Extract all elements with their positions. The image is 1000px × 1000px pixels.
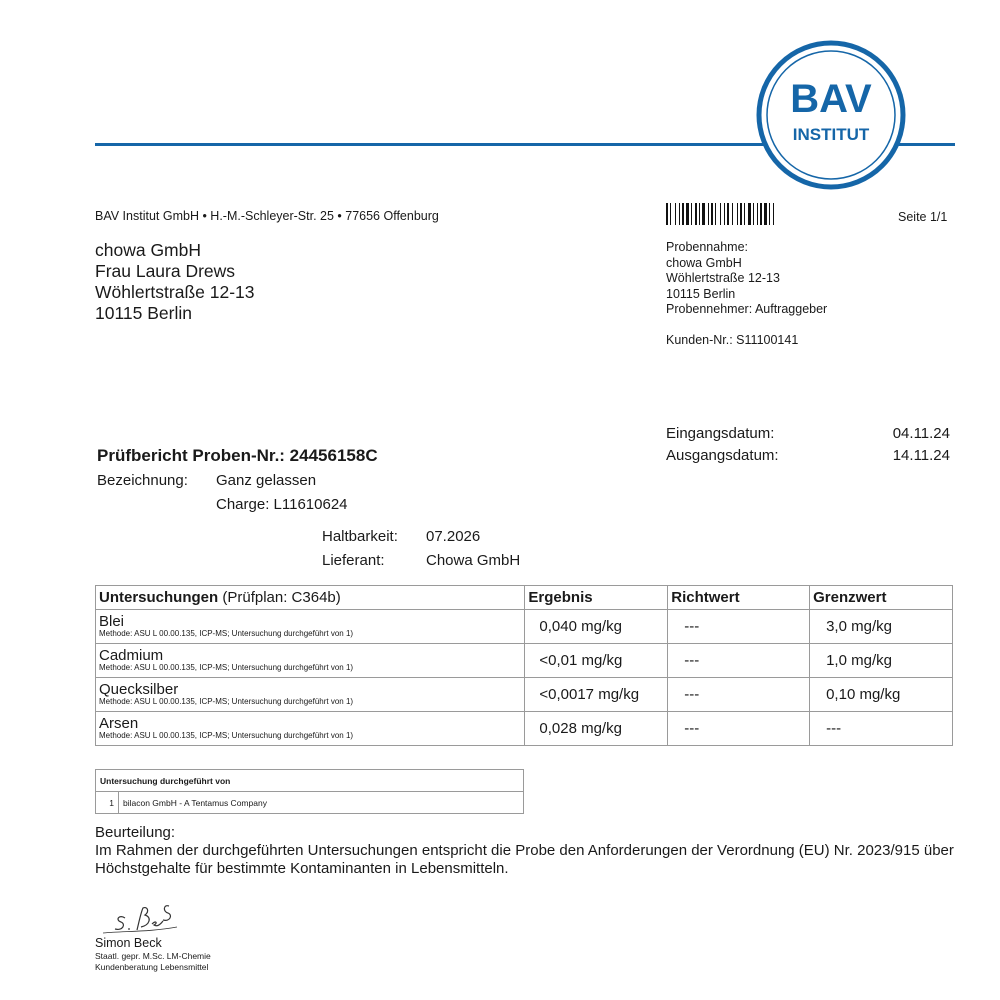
result-cell: 0,028 mg/kg (525, 712, 668, 746)
result-cell: <0,0017 mg/kg (525, 678, 668, 712)
table-row (96, 644, 953, 678)
barcode-bar (675, 203, 676, 225)
barcode-bar (748, 203, 751, 225)
performed-row (96, 792, 524, 814)
barcode-bar (711, 203, 713, 225)
table-row (96, 610, 953, 644)
logo-line2: INSTITUT (792, 125, 870, 144)
assessment-text: Im Rahmen der durchgeführten Untersuchungen entspricht die Probe den Anforderungen der Verordnung (EU) Nr. 2023/915 über Höchstgehalte für bestimmte Kontaminanten in Lebensmitteln. (95, 842, 954, 877)
recipient-address (95, 240, 255, 324)
analyte-cell (96, 678, 525, 712)
limit-value-cell: 1,0 mg/kg (810, 644, 953, 678)
date-labels (666, 423, 779, 466)
sampling-city: 10115 Berlin (666, 286, 736, 301)
recipient-person: Frau Laura Drews (95, 261, 236, 281)
barcode-bar (702, 203, 705, 225)
assessment (95, 824, 955, 878)
barcode-bar (686, 203, 689, 225)
barcode-bar (666, 203, 668, 225)
header-guide-value: Richtwert (668, 586, 810, 610)
analyte-name: Cadmium (99, 647, 164, 664)
customer-number: Kunden-Nr.: S11100141 (666, 333, 799, 347)
guide-value-cell: --- (668, 644, 810, 678)
barcode-bar (737, 203, 738, 225)
analyte-method: Methode: ASU L 00.00.135, ICP-MS; Untersuchung durchgeführt von 1) (99, 663, 354, 672)
output-date-label: Ausgangsdatum: (666, 446, 779, 464)
sender-line: BAV Institut GmbH • H.-M.-Schleyer-Str. 25 • 77656 Offenburg (95, 209, 439, 223)
signature-image (95, 900, 185, 936)
signer-qualification: Staatl. gepr. M.Sc. LM-Chemie (95, 951, 211, 961)
analyte-name: Arsen (99, 715, 139, 732)
barcode-bar (699, 203, 700, 225)
limit-value-cell: 3,0 mg/kg (810, 610, 953, 644)
performed-by-table (95, 769, 524, 814)
barcode-bar (679, 203, 680, 225)
sampling-street: Wöhlertstraße 12-13 (666, 271, 780, 285)
performed-header: Untersuchung durchgeführt von (96, 770, 524, 792)
table-row (96, 678, 953, 712)
assessment-label: Beurteilung: (95, 824, 176, 841)
analyte-method: Methode: ASU L 00.00.135, ICP-MS; Untersuchung durchgeführt von 1) (99, 629, 354, 638)
analyte-cell (96, 644, 525, 678)
analyte-cell (96, 610, 525, 644)
supplier-label: Lieferant: (322, 552, 385, 569)
barcode-bar (744, 203, 745, 225)
barcode-bar (708, 203, 709, 225)
recipient-street: Wöhlertstraße 12-13 (95, 282, 255, 302)
designation-label: Bezeichnung: (97, 472, 188, 489)
output-date: 14.11.24 (892, 446, 950, 464)
barcode-bar (769, 203, 770, 225)
bav-logo (756, 40, 906, 190)
barcode-bar (670, 203, 671, 225)
table-row (96, 712, 953, 746)
guide-value-cell: --- (668, 678, 810, 712)
barcode-bar (727, 203, 729, 225)
guide-value-cell: --- (668, 712, 810, 746)
guide-value-cell: --- (668, 610, 810, 644)
header-analyses: Untersuchungen (Prüfplan: C364b) (96, 586, 525, 610)
barcode-bar (732, 203, 733, 225)
barcode-bar (720, 203, 721, 225)
barcode-bar (691, 203, 692, 225)
recipient-city: 10115 Berlin (95, 303, 192, 323)
limit-value-cell: 0,10 mg/kg (810, 678, 953, 712)
header-result: Ergebnis (525, 586, 668, 610)
report-title: Prüfbericht Proben-Nr.: 24456158C (97, 446, 378, 465)
barcode-bar (682, 203, 684, 225)
signer-title (95, 951, 211, 972)
receipt-date-label: Eingangsdatum: (666, 425, 775, 442)
performed-lab: bilacon GmbH - A Tentamus Company (119, 792, 524, 814)
barcode-bar (715, 203, 716, 225)
barcode-bar (757, 203, 758, 225)
analyte-name: Quecksilber (99, 681, 179, 698)
performed-header-row (96, 770, 524, 792)
barcode (666, 203, 838, 225)
sampling-info (666, 240, 827, 318)
signer-name: Simon Beck (95, 936, 162, 950)
result-cell: 0,040 mg/kg (525, 610, 668, 644)
receipt-date: 04.11.24 (892, 425, 950, 442)
batch: Charge: L11610624 (216, 496, 348, 513)
sampling-label: Probennahme: (666, 240, 749, 254)
recipient-company: chowa GmbH (95, 240, 202, 260)
designation-value: Ganz gelassen (216, 472, 317, 489)
barcode-bar (764, 203, 767, 225)
shelf-life-label: Haltbarkeit: (322, 528, 398, 545)
barcode-bar (773, 203, 774, 225)
barcode-bar (724, 203, 725, 225)
result-cell: <0,01 mg/kg (525, 644, 668, 678)
analyte-method: Methode: ASU L 00.00.135, ICP-MS; Untersuchung durchgeführt von 1) (99, 697, 354, 706)
supplier-value: Chowa GmbH (426, 552, 521, 569)
header-limit-value: Grenzwert (810, 586, 953, 610)
analyte-cell (96, 712, 525, 746)
barcode-bar (740, 203, 742, 225)
page-number: Seite 1/1 (898, 210, 948, 224)
sampler: Probennehmer: Auftraggeber (666, 302, 828, 316)
limit-value-cell: --- (810, 712, 953, 746)
sampling-company: chowa GmbH (666, 255, 742, 270)
analyte-method: Methode: ASU L 00.00.135, ICP-MS; Untersuchung durchgeführt von 1) (99, 731, 354, 740)
analyte-name: Blei (99, 613, 125, 630)
logo-line1: BAV (790, 77, 872, 121)
performed-number: 1 (96, 792, 119, 814)
signer-department: Kundenberatung Lebensmittel (95, 961, 209, 972)
results-header-row (96, 586, 953, 610)
date-values (858, 423, 950, 466)
results-table (95, 585, 953, 746)
shelf-life-value: 07.2026 (426, 528, 481, 545)
barcode-bar (695, 203, 697, 225)
barcode-bar (753, 203, 754, 225)
barcode-bar (760, 203, 762, 225)
